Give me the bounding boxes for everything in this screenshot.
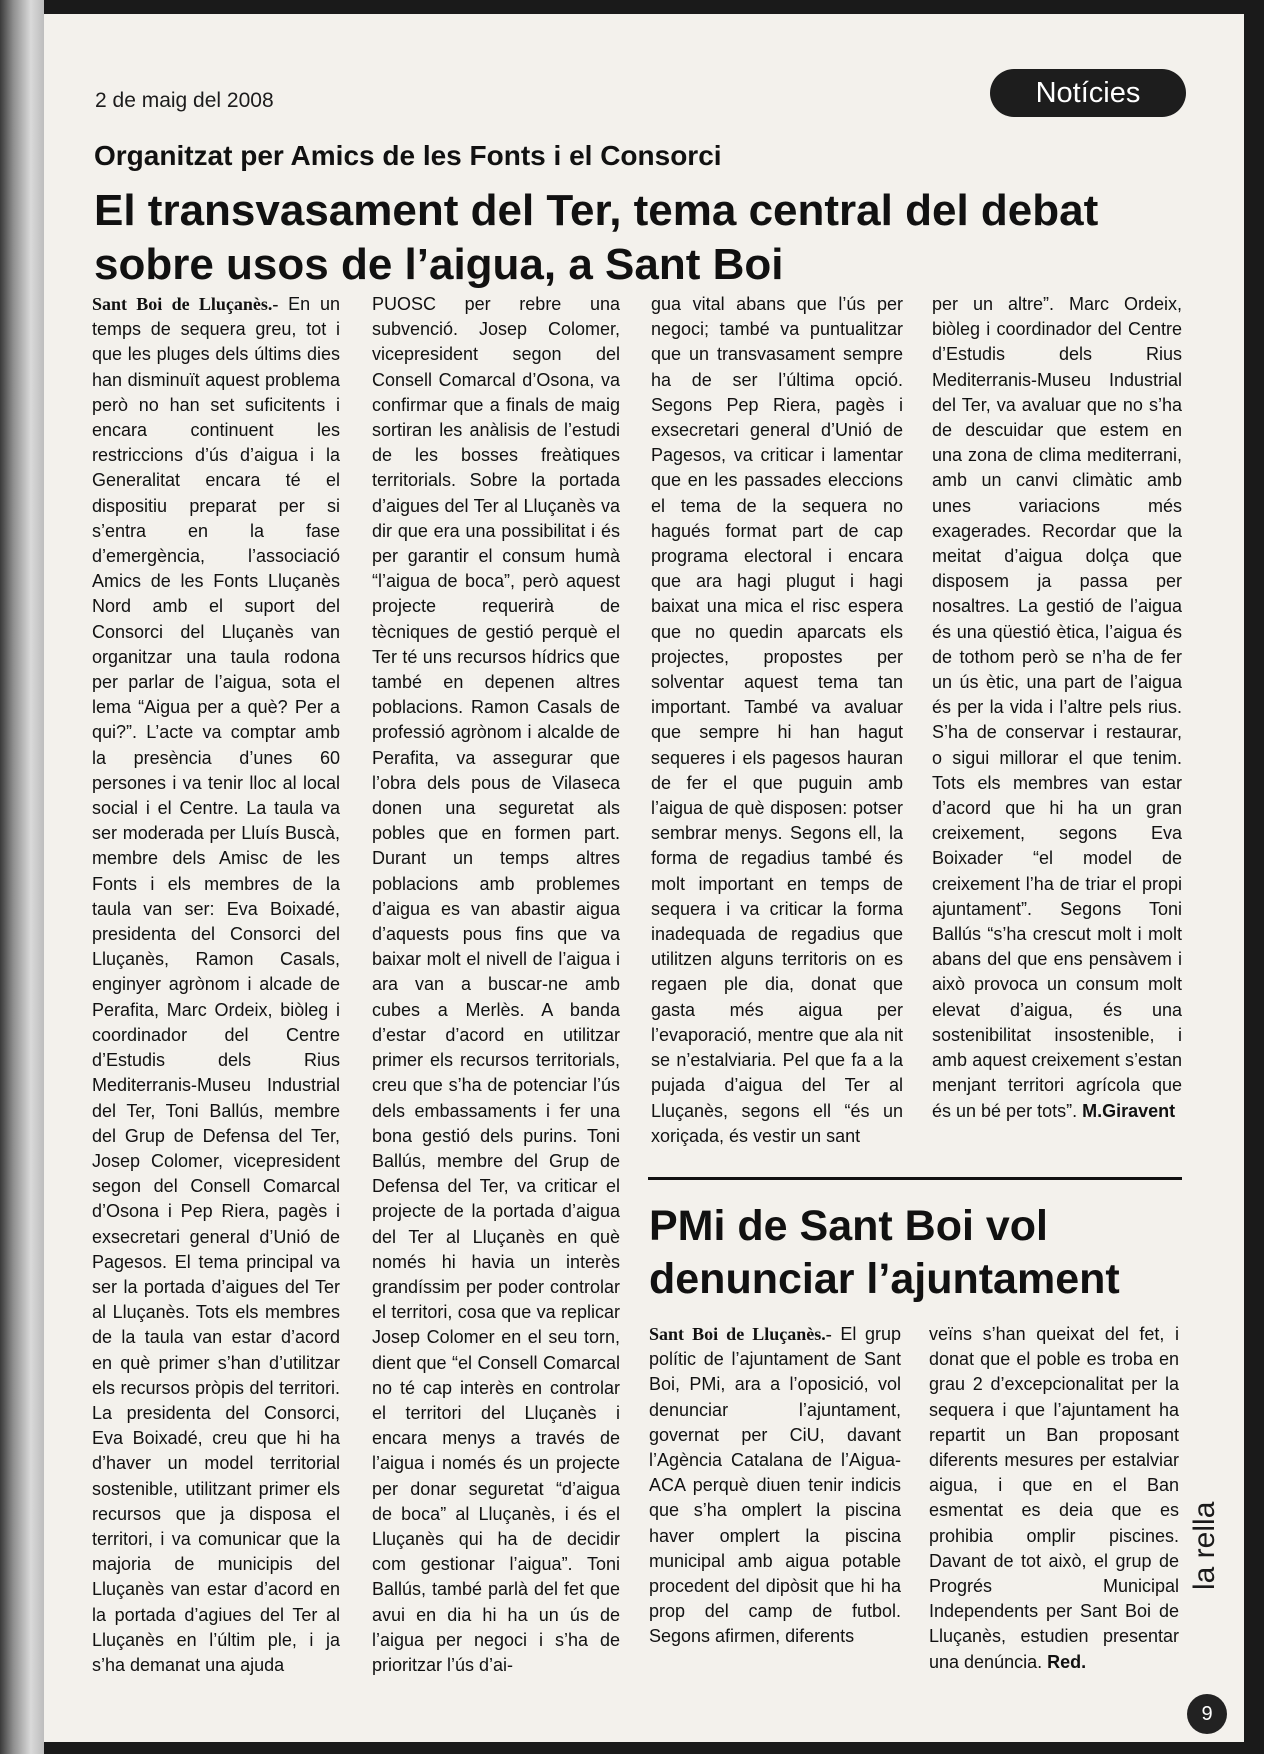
article2-signature: Red.	[1047, 1651, 1087, 1672]
issue-date: 2 de maig del 2008	[95, 89, 274, 112]
article-column-1-text: En un temps de sequera greu, tot i que les pluges dels últims dies han disminuït aquest problema però no han set suficitents i encara continuent les restriccions d’ús d’aigua i la Generalitat encara té el dispositiu preparat per si s’entra en la fase d’emergència, l’associació Amics de les Fonts Lluçanès Nord amb el suport del Consorci del Lluçanès van organitzar una taula rodona per parlar de l’aigua, sota el lema “Aigua per a què? Per a qui?”. L’acte va comptar amb la presència d’unes 60 persones i va tenir lloc al local social i el Centre. La taula va ser moderada per Lluís Buscà, membre dels Amisc de les Fonts i els membres de la taula van ser: Eva Boixadé, presidenta del Consorci del Lluçanès, Ramon Casals, enginyer agrònom i alcade de Perafita, Marc Ordeix, biòleg i coordinador del Centre d’Estudis dels Rius Mediterranis-Museu Industrial del Ter, Toni Ballús, membre del Grup de Defensa del Ter, Josep Colomer, vicepresident segon del Consell Comarcal d’Osona i Pep Riera, pagès i exsecretari general d’Unió de Pagesos. El tema principal va ser la portada d’aigues del Ter al Lluçanès. Tots els membres de la taula van estar d’acord en què primer s’han d’utilitzar els recursos pròpis del territori. La presidenta del Consorci, Eva Boixadé, creu que hi ha d’haver un model territorial sostenible, utilitzant primer els recursos que ja disposa el territori, i va comunicar que la majoria de municipis del Lluçanès van estar d’acord en la portada d’agiues del Ter al Lluçanès en l’últim ple, i ja s’ha demanat una ajuda	[92, 294, 340, 1675]
article-column-1	[92, 292, 340, 1678]
article-column-2-text: PUOSC per rebre una subvenció. Josep Colomer, vicepresident segon del Consell Comarcal d’Osona, va confirmar que a finals de maig sortiran les anàlisis de l’estudi de les bosses freàtiques territorials. Sobre la portada d’aigues del Ter al Lluçanès va dir que era una possibilitat i és per garantir el consum humà “l’aigua de boca”, però aquest projecte requerirà de tècniques de gestió perquè el Ter té uns recursos hídrics que també en depenen altres poblacions. Ramon Casals de professió agrònom i alcalde de Perafita, va assegurar que l’obra dels pous de Vilaseca donen una seguretat als pobles que en formen part. Durant un temps altres poblacions amb problemes d’aigua es van abastir aigua d’aquests pous fins que va baixar molt el nivell de l’aigua i ara van a buscar-ne amb cubes a Merlès. A banda d’estar d’acord en utilitzar primer els recursos territorials, creu que s’ha de potenciar l’ús dels embassaments i fer una bona gestió dels purins. Toni Ballús, membre del Grup de Defensa del Ter, va criticar el projecte de la portada d’aigua del Ter al Lluçanès en què només hi havia un interès grandíssim per poder controlar el territori, cosa que va replicar Josep Colomer en el seu torn, dient que “el Consell Comarcal no té cap interès en controlar el territori del Lluçanès i encara menys a través de l’aigua i només és un projecte per donar seguretat “d’aigua de boca” al Lluçanès, i és el Lluçanès qui ha de decidir com gestionar l’aigua”. Toni Ballús, també parlà del fet que avui en dia hi ha un ús de l’aigua per negoci i s’ha de prioritzar l’ús d’ai-	[372, 294, 620, 1675]
magazine-binding	[0, 0, 44, 1754]
article2-byline: Sant Boi de Lluçanès.-	[649, 1324, 832, 1344]
article2-column-2-text: veïns s’han queixat del fet, i donat que el poble es troba en grau 2 d’excepcionalitat per la sequera i que l’ajuntament ha repartit un Ban proposant diferents mesures per estalviar aigua, i que en el Ban esmentat es deia que es prohibia omplir piscines. Davant de tot això, el grup de Progrés Municipal Independents per Sant Boi de Lluçanès, estudien presentar una denúncia.	[929, 1324, 1179, 1672]
article-column-3	[651, 292, 903, 1149]
article-column-4-text: per un altre”. Marc Ordeix, biòleg i coordinador del Centre d’Estudis dels Rius Mediterranis-Museu Industrial del Ter, va avaluar que no s’ha de descuidar que estem en una zona de clima mediterrani, amb un canvi climàtic amb unes variacions més exagerades. Recordar que la meitat d’aigua dolça que disposem ja passa per nosaltres. La gestió de l’aigua és una qüestió ètica, l’aigua és de tothom però se n’ha de fer un ús ètic, una part de l’aigua és per la vida i l’altre pels rius. S’ha de conservar i restaurar, o sigui millorar el que tenim. Tots els membres van estar d’acord que hi ha un gran creixement, segons Eva Boixader “el model de creixement l’ha de triar el propi ajuntament”. Segons Toni Ballús “s’ha crescut molt i molt abans del que ens pensàvem i això provoca un consum molt elevat d’aigua, és una sostenibilitat insostenible, i amb aquest creixement s’estan menjant territori agrícola que és un bé per tots”.	[932, 294, 1182, 1121]
section-divider	[648, 1177, 1182, 1180]
article-byline: Sant Boi de Lluçanès.-	[92, 294, 279, 314]
article2-column-2	[929, 1322, 1179, 1675]
article-column-2	[372, 292, 620, 1678]
article-column-3-text: gua vital abans que l’ús per negoci; també va puntualitzar que un transvasament sempre ha de ser l’última opció. Segons Pep Riera, pagès i exsecretari general d’Unió de Pagesos, va criticar i lamentar que en les passades eleccions el tema de la sequera no hagués format part de cap programa electoral i encara que ara hagi plugut i hagi baixat una mica el risc espera que no quedin aparcats els projectes, propostes per solventar aquest tema tan important. També va avaluar que sempre hi han hagut sequeres i els pagesos hauran de fer el que puguin amb l’aigua de què disposen: potser sembrar menys. Segons ell, la forma de regadius també és molt important en temps de sequera i va criticar la forma inadequada de regadius que utilitzen alguns territoris on es regaen ple dia, donat que gasta més aigua per l’evaporació, mentre que ala nit se n’estalviaria. Pel que fa a la pujada d’aigua del Ter al Lluçanès, segons ell “és un xoriçada, és vestir un sant	[651, 294, 903, 1146]
article2-column-1	[649, 1322, 901, 1650]
section-badge: Notícies	[990, 69, 1186, 117]
article-signature: M.Giravent	[1082, 1100, 1176, 1121]
article2-column-1-text: El grup polític de l’ajuntament de Sant Boi, PMi, ara a l’oposició, vol denunciar l’ajuntament, governat per CiU, davant l’Agència Catalana de l’Aigua-ACA perquè diuen tenir indicis que s’ha omplert la piscina haver omplert la piscina municipal amb aigua potable procedent del dipòsit que hi ha prop del camp de futbol. Segons afirmen, diferents	[649, 1324, 901, 1647]
article-kicker: Organitzat per Amics de les Fonts i el Consorci	[94, 140, 722, 171]
magazine-brand: la rella	[1188, 1501, 1221, 1590]
article2-headline: PMi de Sant Boi vol denunciar l’ajuntament	[649, 1202, 1120, 1303]
article-column-4	[932, 292, 1182, 1124]
page-number: 9	[1187, 1694, 1227, 1734]
article-headline: El transvasament del Ter, tema central del debat sobre usos de l’aigua, a Sant Boi	[94, 186, 1099, 289]
